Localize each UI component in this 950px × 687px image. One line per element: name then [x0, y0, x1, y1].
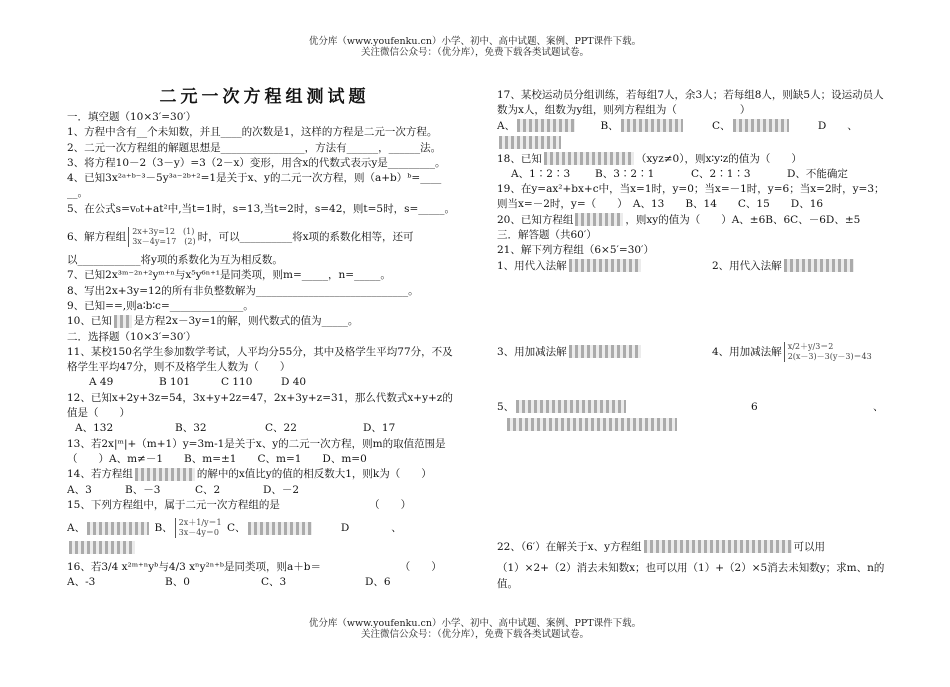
- option-c: C、3: [261, 576, 287, 589]
- option-a: A、3: [67, 483, 92, 496]
- option-a: A、: [67, 522, 86, 535]
- section-1-heading: 一．填空题（10×3′=30′）: [67, 111, 197, 123]
- question-18: [497, 152, 892, 167]
- sub-5-label: 5、: [497, 400, 515, 413]
- option-d: D 、: [340, 522, 402, 535]
- option-c: C、2: [195, 483, 221, 496]
- question-15: 15、下列方程组中，属于二元一次方程组的是 （ ）: [67, 498, 412, 511]
- question-16-options: [67, 575, 462, 590]
- question-13: 13、若2x|ᵐ|+（m+1）y=3m-1是关于x、y的二元一次方程，则m的取值范围是（ ）A、m≠－1 B、m=±1 C、m=1 D、m=0: [67, 437, 446, 465]
- question-16: 16、若3/4 x²ᵐ⁺ⁿyᵇ与4/3 xⁿy²ⁿ⁺ᵇ是同类项，则a＋b＝ （ ）: [67, 561, 442, 574]
- question-4-cont: __。: [67, 187, 88, 200]
- question-18-options: [497, 167, 892, 182]
- question-17: 17、某校运动员分组训练，若每组7人，余3人；若每组8人，则缺5人；设运动员人数为x人，组数为y组，则列方程组为（ ）: [497, 89, 884, 117]
- question-9: 9、已知==,则a∶b∶c=______________。: [67, 299, 254, 312]
- equation-image: [114, 315, 132, 328]
- question-12-options: [67, 421, 462, 436]
- option-b: B、32: [175, 422, 207, 435]
- equation-image: [575, 213, 623, 226]
- sub4-eq-1: x/2＋y/3＝2: [787, 341, 834, 351]
- equation-image: [517, 119, 575, 132]
- question-6: [67, 227, 462, 247]
- question-10-prefix: 10、已知: [67, 315, 112, 328]
- sub-4-label: 4、用加减法解: [712, 345, 782, 358]
- question-19: 19、在y=ax²+bx+c中，当x=1时，y=0；当x=－1时，y=6；当x=2时，y=3；则当x=－2时，y=（ ） A、13 B、14 C、15 D、16: [497, 183, 885, 211]
- equation-image: [621, 119, 683, 132]
- page-footer: [0, 618, 950, 640]
- q21-row-3-image: [497, 418, 892, 434]
- question-5: 5、在公式s=v₀t+at²中,当t=1时，s=13,当t=2时，s=42，则t=5时，s=_____。: [67, 202, 456, 215]
- question-1: 1、方程中含有__个未知数，并且____的次数是1，这样的方程是二元一次方程。: [67, 126, 438, 139]
- question-6-text: 时，可以__________将x项的系数化相等，还可: [197, 231, 414, 244]
- sub-2-label: 2、用代入法解: [712, 259, 782, 272]
- question-15-option-d-image: [67, 540, 462, 556]
- question-8: 8、写出2x+3y=12的所有非负整数解为_____________________________。: [67, 284, 419, 297]
- footer-line-1: 优分库（www.youfenku.cn）小学、初中、高中试题、案例、PPT课件下载。: [308, 618, 642, 629]
- option-c: C、: [712, 119, 731, 132]
- equation-system-q15b: [175, 518, 222, 538]
- option-a: A、: [497, 119, 516, 132]
- equation-image: [87, 522, 149, 535]
- header-line-1: 优分库（www.youfenku.cn）小学、初中、高中试题、案例、PPT课件下载。: [308, 36, 642, 47]
- equation-image: [644, 540, 792, 553]
- equation-image: [569, 259, 641, 272]
- equation-image: [507, 418, 677, 431]
- question-14: [67, 467, 462, 482]
- option-b: B 101: [159, 376, 191, 389]
- option-d: D、不能确定: [787, 167, 848, 180]
- option-b: B、0: [165, 576, 190, 589]
- sub-1-label: 1、用代入法解: [497, 259, 567, 272]
- option-b: B、3∶2∶1: [595, 167, 655, 180]
- option-c: C 110: [221, 376, 253, 389]
- question-22-prefix: 22、（6′）在解关于x、y方程组: [497, 540, 642, 553]
- option-d: D、6: [365, 576, 391, 589]
- option-a: A、1∶2∶3: [511, 167, 571, 180]
- equation-image: [544, 152, 634, 165]
- question-6-prefix: 6、解方程组: [67, 231, 127, 244]
- q21-row-1: [497, 259, 892, 274]
- sub4-eq-2: 2(x－3)－3(y－3)＝43: [787, 351, 872, 361]
- q6-eq-1: 2x+3y=12 (1): [132, 227, 195, 237]
- equation-image: [784, 259, 854, 272]
- footer-line-2: 关注微信公众号：（优分库），免费下载各类试题试卷。: [360, 629, 589, 640]
- question-10: [67, 314, 462, 329]
- page-header: [0, 36, 950, 58]
- sub-6-label: 6: [751, 400, 758, 413]
- q21-row-3: [497, 400, 892, 418]
- question-20-text: ，则xy的值为（ ）A、±6B、6C、－6D、±5: [625, 213, 861, 226]
- equation-image: [248, 522, 312, 535]
- header-line-2: 关注微信公众号：（优分库），免费下载各类试题试卷。: [360, 47, 589, 58]
- option-a: A 49: [89, 376, 114, 389]
- question-15-options: [67, 518, 462, 540]
- sub-6-comma: 、: [873, 400, 884, 413]
- question-11: 11、某校150名学生参加数学考试，人平均分55分，其中及格学生平均77分，不及格学生平均47分，则不及格学生人数为（ ）: [67, 345, 453, 374]
- question-18-text: （xyz≠0），则x∶y∶z的值为（ ）: [635, 152, 802, 165]
- page-title: 二元一次方程组测试题: [159, 87, 370, 107]
- question-22-cont: （1）×2+（2）消去未知数x；也可以用（1）+（2）×5消去未知数y；求m、n的值。: [497, 562, 885, 590]
- question-20-prefix: 20、已知方程组: [497, 213, 574, 226]
- question-10-text: 是方程2x－3y=1的解，则代数式的值为_____。: [133, 315, 359, 328]
- q21-row-2: [497, 342, 892, 366]
- question-20: [497, 213, 892, 228]
- question-22-text: 可以用: [793, 540, 826, 553]
- question-12: 12、已知x+2y+3z=54，3x+y+2z=47，2x+3y+z=31，那么代数式x+y+z的值是（ ）: [67, 391, 453, 420]
- question-21: 21、解下列方程组（6×5′=30′）: [497, 244, 654, 257]
- equation-system-sub4: [784, 342, 872, 362]
- option-c: C、22: [265, 422, 297, 435]
- question-14-text: 的解中的x值比y的值的相反数大1，则k为（ ）: [196, 468, 432, 481]
- question-18-prefix: 18、已知: [497, 152, 542, 165]
- question-14-prefix: 14、若方程组: [67, 468, 133, 481]
- question-17-option-d-image: [497, 136, 892, 149]
- option-a: A、-3: [67, 576, 96, 589]
- question-14-options: [67, 483, 462, 498]
- question-6-cont: 以____________将y项的系数化为互为相反数。: [67, 254, 283, 267]
- q6-eq-2: 3x－4y=17 (2): [132, 237, 196, 247]
- option-c: C、: [227, 522, 246, 535]
- question-11-options: [67, 375, 462, 390]
- sub-3-label: 3、用加减法解: [497, 345, 567, 358]
- option-d: D 40: [281, 376, 307, 389]
- option-b: B、－3: [125, 483, 161, 496]
- right-column: [497, 88, 892, 592]
- question-3: 3、将方程10－2（3－y）=3（2－x）变形，用含x的代数式表示y是_________。: [67, 156, 446, 169]
- option-b: B、: [600, 119, 619, 132]
- equation-image: [569, 345, 641, 358]
- question-2: 2、二元一次方程组的解题思想是________________，方法有______，______法。: [67, 141, 442, 154]
- question-22: [497, 540, 892, 555]
- equation-image: [69, 541, 135, 554]
- question-4: 4、已知3x²ᵃ⁺ᵇ⁻³－5y³ᵃ⁻²ᵇ⁺²=1是关于x、y的二元一次方程，则（a+b）ᵇ=____: [67, 172, 442, 185]
- option-d: D、17: [363, 422, 396, 435]
- option-d: D 、: [817, 119, 858, 132]
- option-d: D、－2: [263, 483, 300, 496]
- option-b: B、: [154, 522, 173, 535]
- equation-image: [516, 400, 626, 413]
- question-7: 7、已知2x³ᵐ⁻²ⁿ⁺²yᵐ⁺ⁿ与x⁵y⁶ⁿ⁺¹是同类项，则m=_____，n=_____。: [67, 269, 391, 282]
- question-17-options: [497, 119, 892, 136]
- q15b-eq-1: 2x＋1/y＝1: [178, 518, 222, 528]
- section-3-heading: 三．解答题（共60′）: [497, 229, 597, 242]
- section-2-heading: 二．选择题（10×3′=30′）: [67, 330, 197, 343]
- option-c: C、2∶1∶3: [691, 167, 751, 180]
- q15b-eq-2: 3x－4y＝0: [178, 528, 219, 538]
- equation-image: [499, 136, 561, 149]
- equation-image: [733, 119, 789, 132]
- equation-system-q6: [128, 227, 195, 247]
- left-column: [67, 86, 462, 591]
- equation-image: [135, 468, 195, 481]
- option-a: A、132: [75, 422, 114, 435]
